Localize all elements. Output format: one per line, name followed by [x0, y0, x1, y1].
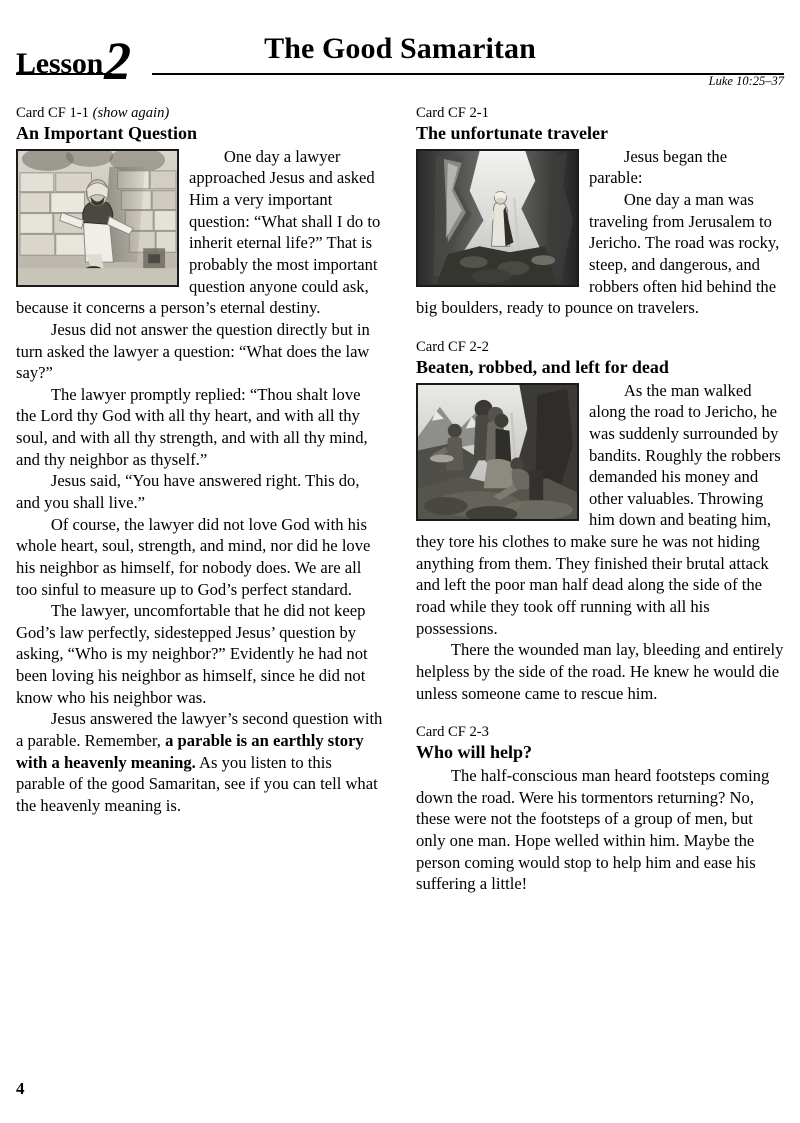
card-label-cf-1-1 [16, 104, 384, 122]
illustration-traveler-canyon-art [418, 151, 577, 285]
parable-definition-bold: a parable is an earthly story with a heavenly meaning. [16, 731, 364, 772]
paragraph: The lawyer, uncomfortable that he did not keep God’s law perfectly, sidestepped Jesus’ question by asking, “Who is my neighbor?” Evidently he had not been loving his neighbor as himself, since he did not know who his neighbor was. [16, 601, 368, 707]
card-heading-cf-2-2: Beaten, robbed, and left for dead [416, 357, 669, 378]
page-masthead [16, 26, 784, 91]
page-title: The Good Samaritan [264, 32, 536, 65]
card-heading-cf-2-3: Who will help? [416, 742, 533, 763]
card-heading-cf-1-1: An Important Question [16, 123, 198, 144]
section-cf-2-2 [416, 338, 784, 704]
paragraph: Of course, the lawyer did not love God with his whole heart, soul, strength, and mind, nor did he love his neighbor as himself, for nobody does. We are all too sinful to measure up to God’s perfect standard. [16, 514, 371, 599]
illustration-jesus-seated-art [18, 151, 177, 285]
illustration-robbers-attack-art [418, 385, 577, 519]
card-label-cf-2-3: Card CF 2-3 [416, 724, 489, 741]
page-number: 4 [16, 1079, 25, 1098]
paragraph: As the man walked along the road to Jericho, he was suddenly surrounded by bandits. Roughly the robbers demanded his money and other valuables. Throwing him down and beating him, they tore his clothes to make sure he was not hiding anything from them. They finished their brutal attack and left the poor man half dead along the side of the road while they took off running with all his possessions. [416, 380, 781, 638]
paragraph: One day a man was traveling from Jerusalem to Jericho. The road was rocky, steep, and dangerous, and robbers often hid behind the big boulders, ready to pounce on travelers. [416, 190, 780, 318]
card-label-cf-2-2: Card CF 2-2 [416, 338, 489, 355]
paragraph-with-bold-definition [16, 708, 384, 816]
paragraph-text-after-bold: As you listen to this parable of the good Samaritan, see if you can tell what the heavenly meaning is. [16, 752, 378, 815]
paragraph: There the wounded man lay, bleeding and entirely helpless by the side of the road. He knew he would die unless someone came to rescue him. [416, 640, 784, 703]
illustration-traveler-canyon [416, 149, 579, 287]
scripture-reference: Luke 10:25–37 [708, 74, 784, 88]
paragraph: The half-conscious man heard footsteps coming down the road. Were his tormentors returning? No, these were not the footsteps of a group of men, but only one man. Hope welled within him. Maybe the person coming would stop to help him and ease his suffering a little! [416, 765, 770, 894]
paragraph: Jesus did not answer the question directly but in turn asked the lawyer a question: “What does the law say?” [16, 319, 370, 383]
card-label-note: (show again) [92, 105, 170, 121]
card-label-cf-2-1: Card CF 2-1 [416, 105, 489, 121]
paragraph: One day a lawyer approached Jesus and asked Him a very important question: “What shall I do to inherit eternal life?” That is probably the most important question anyone could ask, because it concerns a person’s eternal destiny. [16, 146, 381, 318]
illustration-jesus-seated [16, 149, 179, 287]
lesson-word: Lesson [16, 47, 104, 80]
paragraph: Jesus said, “You have answered right. This do, and you shall live.” [16, 471, 360, 512]
left-column [16, 104, 384, 817]
illustration-robbers-attack [416, 383, 579, 521]
section-cf-2-3 [416, 723, 784, 895]
paragraph: The lawyer promptly replied: “Thou shalt love the Lord thy God with all thy heart, and with all thy soul, and with all thy strength, and with all thy mind, and thy neighbor as thyself.” [16, 384, 368, 469]
card-label-text: Card CF 1-1 [16, 105, 89, 121]
section-cf-2-1 [416, 104, 784, 319]
card-heading-cf-2-1: The unfortunate traveler [416, 123, 608, 144]
lesson-number: 2 [104, 31, 132, 91]
paragraph-text-before-bold: Jesus answered the lawyer’s second question with a parable. Remember, [16, 709, 383, 751]
paragraph: Jesus began the parable: [589, 146, 728, 188]
right-column [416, 104, 784, 895]
section-cf-1-1 [16, 104, 384, 817]
